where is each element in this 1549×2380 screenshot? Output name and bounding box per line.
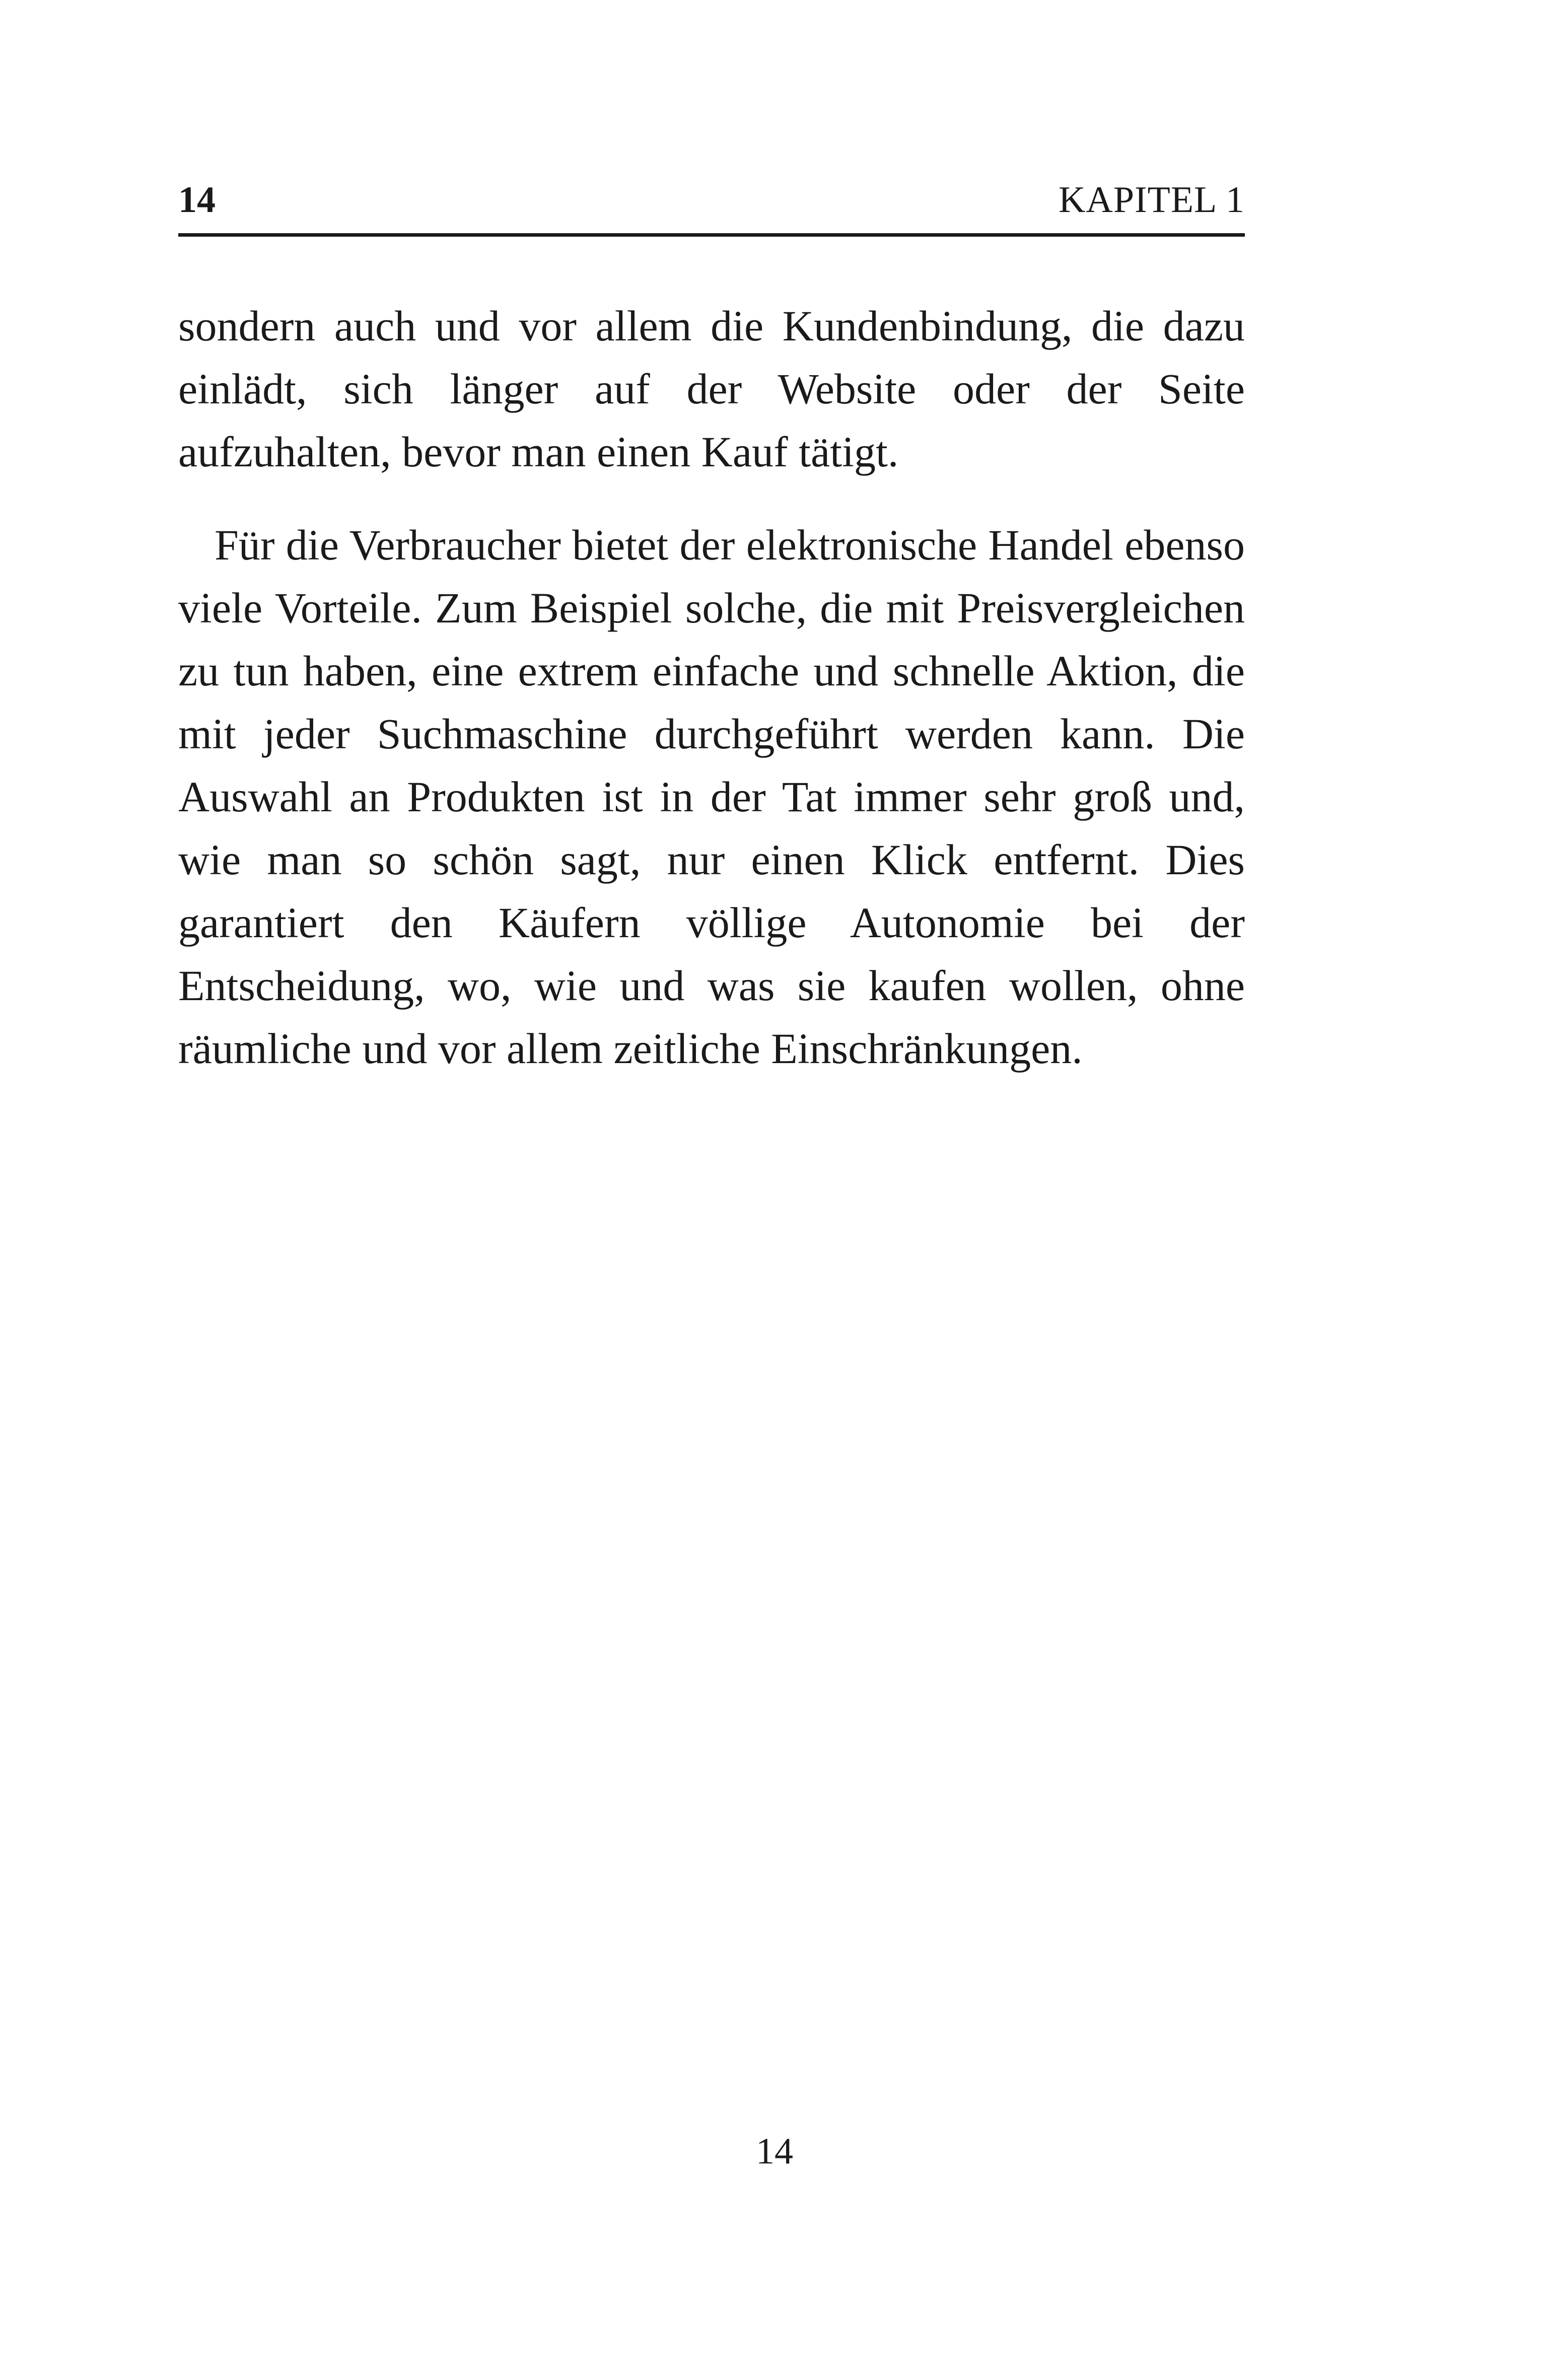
paragraph-1: sondern auch und vor allem die Kundenbindung, die dazu einlädt, sich länger auf der Website oder der Seite aufzuhalten, bevor man einen Kauf tätigt. [178, 302, 1245, 476]
header-chapter-title: KAPITEL 1 [1058, 179, 1245, 221]
paragraph-2: Für die Verbraucher bietet der elektronische Handel ebenso viele Vorteile. Zum Beispiel solche, die mit Preisvergleichen zu tun haben, eine extrem einfache und schnelle Aktion, die mit jeder Suchmaschine durchgeführt werden kann. Die Auswahl an Produkten ist in der Tat immer sehr groß und, wie man so schön sagt, nur einen Klick entfernt. Dies garantiert den Käufern völlige Autonomie bei der Entscheidung, wo, wie und was sie kaufen wollen, ohne räumliche und vor allem zeitliche Einschränkungen. [178, 521, 1245, 1073]
body-text [178, 295, 1245, 1080]
header-rule [178, 233, 1245, 237]
footer-page-number: 14 [756, 2131, 793, 2172]
header-page-number: 14 [178, 179, 216, 221]
running-header [178, 171, 1245, 232]
